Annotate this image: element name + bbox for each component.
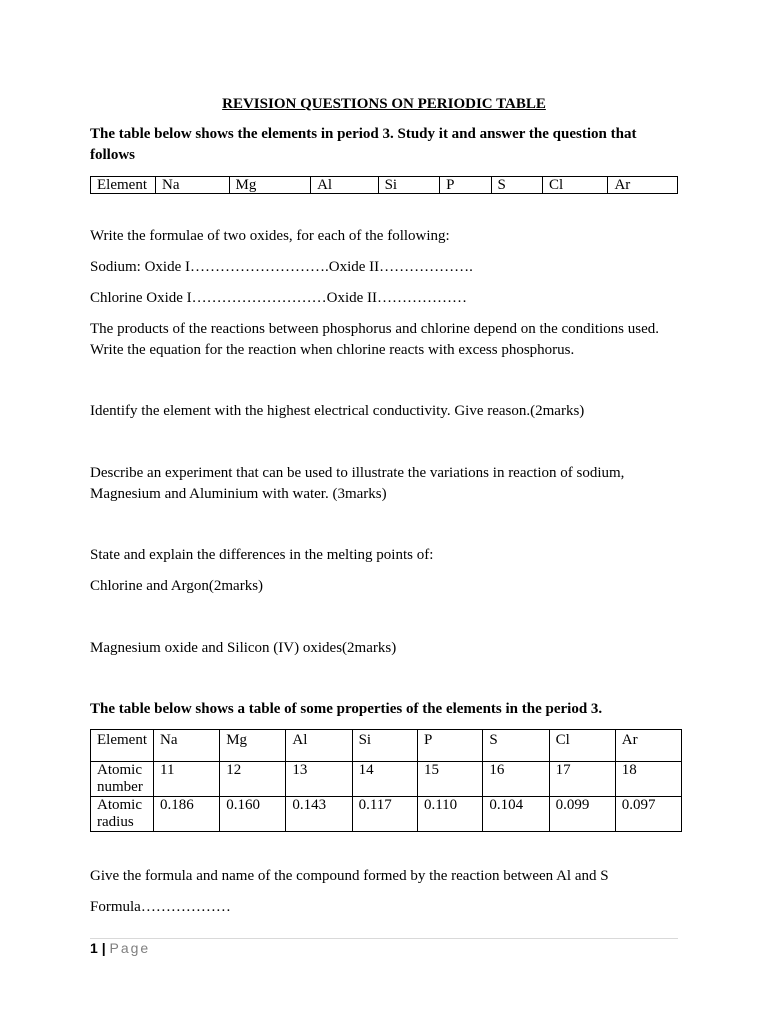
- formula-answer-line: Formula………………: [90, 899, 231, 915]
- question-phosphorus-line-1: The products of the reactions between phosphorus and chlorine depend on the conditions used.: [90, 321, 660, 337]
- table-header-cell: Element: [91, 177, 156, 194]
- table-cell: Si: [378, 177, 440, 194]
- question-sodium-oxides: Sodium: Oxide I……………………….Oxide II……………….: [90, 259, 473, 275]
- properties-table-intro: The table below shows a table of some properties of the elements in the period 3.: [90, 701, 603, 717]
- table-cell: 18: [615, 762, 681, 797]
- table-cell: P: [440, 177, 491, 194]
- table-cell: 13: [286, 762, 352, 797]
- table-cell: 0.097: [615, 797, 681, 832]
- footer-separator: |: [101, 940, 106, 956]
- table-cell: Cl: [549, 730, 615, 762]
- table-cell: Mg: [229, 177, 311, 194]
- footer-divider: [90, 938, 678, 939]
- table-row: [91, 730, 682, 762]
- question-chlorine-oxides: Chlorine Oxide I………………………Oxide II………………: [90, 290, 468, 306]
- table-header-cell: Element: [91, 730, 154, 762]
- question-experiment-line-1: Describe an experiment that can be used to illustrate the variations in reaction of sodium,: [90, 465, 625, 481]
- table-cell: 15: [417, 762, 482, 797]
- question-melting-points: State and explain the differences in the melting points of:: [90, 547, 434, 563]
- table-cell: P: [417, 730, 482, 762]
- table-cell: Na: [156, 177, 230, 194]
- table-cell: 0.104: [483, 797, 549, 832]
- table-row-label: Atomic number: [91, 762, 154, 797]
- table-cell: Al: [311, 177, 378, 194]
- table-cell: Ar: [608, 177, 678, 194]
- table-cell: Ar: [615, 730, 681, 762]
- table-row: [91, 797, 682, 832]
- table-row: [91, 762, 682, 797]
- table-cell: 11: [154, 762, 220, 797]
- intro-line-2: follows: [90, 147, 135, 163]
- page-footer: [90, 940, 150, 956]
- table-row: [91, 177, 678, 194]
- table-cell: Mg: [220, 730, 286, 762]
- table-cell: Cl: [542, 177, 608, 194]
- question-experiment-line-2: Magnesium and Aluminium with water. (3marks): [90, 486, 387, 502]
- question-conductivity: Identify the element with the highest electrical conductivity. Give reason.(2marks): [90, 403, 585, 419]
- table-cell: 16: [483, 762, 549, 797]
- page-number: 1: [90, 940, 98, 956]
- table-cell: 14: [352, 762, 417, 797]
- table-row-label: Atomic radius: [91, 797, 154, 832]
- page-title: REVISION QUESTIONS ON PERIODIC TABLE: [222, 96, 546, 112]
- page-word: Page: [109, 940, 151, 956]
- question-oxides: Write the formulae of two oxides, for each of the following:: [90, 228, 450, 244]
- table-cell: 0.117: [352, 797, 417, 832]
- table-cell: Si: [352, 730, 417, 762]
- table-cell: Na: [154, 730, 220, 762]
- table-cell: 0.099: [549, 797, 615, 832]
- question-al-s-compound: Give the formula and name of the compound formed by the reaction between Al and S: [90, 868, 609, 884]
- question-mgo-sio2: Magnesium oxide and Silicon (IV) oxides(2marks): [90, 640, 397, 656]
- table-cell: 12: [220, 762, 286, 797]
- table-cell: S: [483, 730, 549, 762]
- table-cell: 0.160: [220, 797, 286, 832]
- question-phosphorus-line-2: Write the equation for the reaction when chlorine reacts with excess phosphorus.: [90, 342, 575, 358]
- table-cell: 0.186: [154, 797, 220, 832]
- table-cell: 0.110: [417, 797, 482, 832]
- table-cell: 0.143: [286, 797, 352, 832]
- table-cell: S: [491, 177, 542, 194]
- table-cell: Al: [286, 730, 352, 762]
- intro-line-1: The table below shows the elements in period 3. Study it and answer the question that: [90, 126, 637, 142]
- table-cell: 17: [549, 762, 615, 797]
- properties-table: [90, 729, 682, 832]
- question-chlorine-argon: Chlorine and Argon(2marks): [90, 578, 264, 594]
- elements-table: [90, 176, 678, 194]
